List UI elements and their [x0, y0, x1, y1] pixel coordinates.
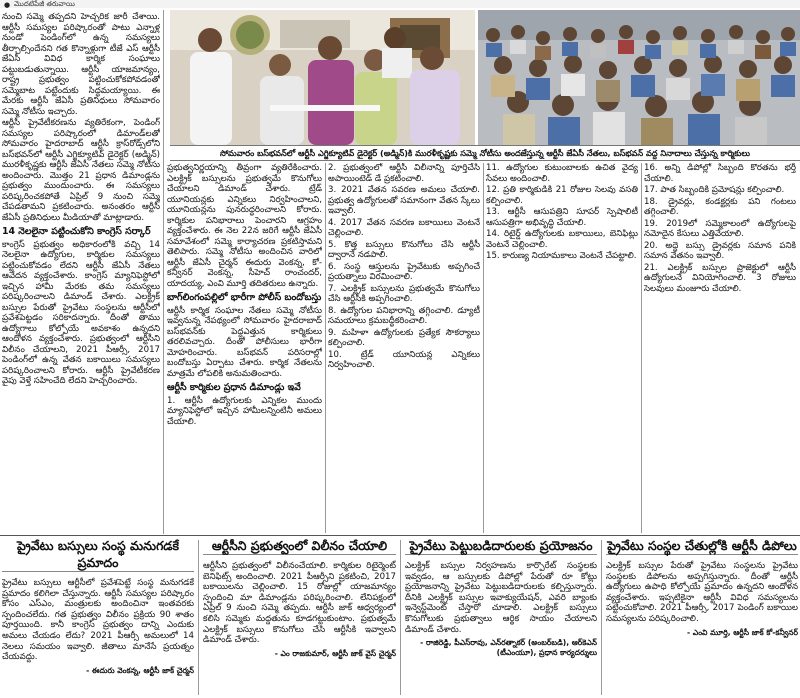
col1-paragraph: నుంచి సమ్మె తప్పదని హెచ్చరిక జారీ చేశాయి. ఆర్టీసీ సమస్యల పరిష్కారంతో పాటు ఎన్నాళ్ల నుండో పెండింగ్‌లో ఉన్న సమస్యలు తీర్చాల్సిందేనని గత కొన్నాళ్లుగా టీజే ఎస్ ఆర్టీసీ జేఏసీ వివిధ కార్మిక సంఘాలు పట్టుబడుతున్నాయి. ఆర్టీసీ యాజమాన్యం, రాష్ట్ర ప్రభుత్వం పట్టించుకోకపోవడంతో సమ్మెబాట పట్టేందుకు సిద్ధమయ్యాయి. ఈ మేరకు ఆర్టీసీ జేఏసీ ప్రతినిధులు సోమవారం సమ్మె నోటీసు ఇచ్చారు. — [2, 12, 160, 117]
article-column-2 — [167, 163, 322, 533]
column-divider — [163, 10, 164, 534]
photo-notice-handover-image — [170, 10, 475, 145]
opinion-box-depots — [606, 537, 798, 698]
opinion-box-body: ఎలక్ట్రిక్ బస్సుల నిర్వహణను కార్పొరేట్ సంస్థలకు ఇవ్వడం, ఆ బస్సులకు డిపోల్లో పేరుతో రూ కోట్లు ప్రయోజనాన్ని ప్రైవేటు పెట్టుబడిదారులకు కల్పిస్తున్నారు. దీనికి ఎలక్ట్రిక్ బస్సుల ఇవాక్యుయేషన్, ఎవరి బ్యాంకు ఇన్వెస్ట్‌మెంట్ చేస్తారో చూడాలి. ఎలక్ట్రిక్ బస్సులు కొనుగోలుకు ప్రభుత్వాలు ఆర్థిక సాయం చేయాలని డిమాండ్ చేశారు. — [405, 561, 597, 635]
opinion-box-signature: - ఎం రాజకుమార్, ఆర్టీసీ జాక్ వైస్ చైర్మన్ — [274, 648, 396, 658]
col2-paragraph: ఆర్టీసీ కార్మిక సంఘాల నేతలు సమ్మె నోటీసు ఇవ్వనున్న నేపథ్యంలో సోమవారం హైదరాబాద్ బస్‌భవన్‌కు పెద్దఎత్తున కార్మికులు తరలివచ్చారు. దీంతో పోలీసులు భారీగా మోహరించారు. బస్‌భవన్ పరిసరాల్లో బందోబస్తు ఏర్పాటు చేశారు. కార్మిక నేతలను మాత్రమే లోపలికి అనుమతించారు. — [167, 305, 322, 379]
demand-item: 2. ప్రభుత్వంలో ఆర్టీసీ విలీనాన్ని పూర్తిచేసి అపాయింటెడ్ డే ప్రకటించాలి. — [328, 163, 480, 184]
demand-item: 13. ఆర్టీసీ ఆసుపత్రిని సూపర్ స్పెషాలిటీ ఆసుపత్రిగా అభివృద్ధి చేయాలి. — [486, 207, 638, 228]
demand-item: 4. 2017 వేతన సవరణ బకాయిలు వెంటనే చెల్లించాలి. — [328, 217, 480, 238]
demand-item: 3. 2021 వేతన సవరణ అమలు చేయాలి. ప్రభుత్వ ఉద్యోగులతో సమానంగా వేతన స్కేలు ఇవ్వాలి. — [328, 185, 480, 216]
opinion-box-body: ఆర్టీసీని ప్రభుత్వంలో విలీనంచేయాలి. కార్మికుల రిటైర్మెంట్ బెనిఫిట్స్ అందించాలి. 2021 పీఆర్సీని ప్రకటించి, 2017 బకాయిలను చెల్లించాలి. 15 రోజుల్లో యాజమాన్యం స్పందించి మా డిమాండ్లను పరిష్కరించాలి. లేనిపక్షంలో ఏప్రిల్ 9 నుంచి సమ్మె తప్పదు. ఆర్టీసీ జాక్ ఆధ్వర్యంలో కలిసి సమ్మెకు మద్దతును కూడగట్టుకుంటాం. ప్రభుత్వమే ఎలక్ట్రిక్ బస్సులు కొనుగోలు చేసి ఆర్టీసీకి ఇవ్వాలని డిమాండ్ చేశారు. — [203, 561, 396, 646]
article-column-5 — [644, 163, 796, 533]
opinion-box-merger — [203, 537, 396, 698]
demand-item: 12. ప్రతి కార్మికుడికి 21 రోజుల సెలవు వసతి కల్పించాలి. — [486, 185, 638, 206]
opinion-box-body: ప్రైవేటు బస్సులు ఆర్టీసీలో ప్రవేశపెట్టే సంస్థ మనుగడకే ప్రమాదం కలిగిలా చేస్తున్నారు. ఆర్టీసీ సమస్యల పరిష్కారం కోసం ఎస్‌ఎం, మంత్రులకు అందించినా ఇంతవరకు స్పందించలేదు. గత ప్రభుత్వం విలీనం ప్రక్రియ 90 శాతం పూర్తయింది. కానీ కాంగ్రెస్ ప్రభుత్వం దాన్ని ఎందుకు అమలు చేయడం లేదు? 2021 పీఆర్సీ అమలులో 14 నెలలు సమయం ఇవ్వాలి. జీతాలు మానేసే ప్రయత్నం చేయవద్దు. — [2, 578, 194, 663]
top-strip — [0, 0, 800, 8]
opinion-box-body: ఎలక్ట్రిక్ బస్సుల పేరుతో ప్రైవేటు సంస్థలను ప్రైవేటు సంస్థలకు డిపోలను అప్పగిస్తున్నారు. దీంతో ఆర్టీసీ ఉద్యోగులు ఉపాధి కోల్పోయే ప్రమాదం ఉన్నదని ఆందోళన వ్యక్తంచేశారు. ఇప్పటికైనా ఆర్టీసీ వివిధ సమస్యలను పట్టించుకోవాలి. 2021 పీఆర్సీ, 2017 పెండింగ్ బకాయిల సమస్యలను పరిష్కరించాలి. — [606, 561, 798, 624]
opinion-box-private-buses — [2, 537, 194, 698]
article-column-1 — [2, 12, 160, 532]
demand-item: 15. కారుణ్య నియామకాలు వెంటనే చేపట్టాలి. — [486, 251, 637, 261]
bullet-icon: ● — [4, 1, 11, 9]
demand-item: 7. ఎలక్ట్రిక్ బస్సులను ప్రభుత్వమే కొనుగోలు చేసి ఆర్టీసీకి అప్పగించాలి. — [328, 283, 480, 304]
demand-item: 16. అన్ని డిపోల్లో సిబ్బంది కొరతను భర్తీ చేయాలి. — [644, 163, 796, 184]
article-column-3 — [328, 163, 480, 533]
opinion-box-title: ప్రైవేటు బస్సులు సంస్థ మనుగడకే ప్రమాదం — [2, 537, 194, 572]
opinion-box-investors — [405, 537, 597, 698]
column-divider — [400, 540, 401, 695]
column-divider — [601, 540, 602, 695]
col1-paragraph: ఆర్టీసీ ప్రైవేటీకరణను వ్యతిరేకంగా, పెండింగ్ సమస్యల పరిష్కారంలో డిమాండ్‌లతో సోమవారం హైదరాబాద్ ఆర్టీసీ క్రాస్‌రోడ్స్‌లోని బస్‌భవన్‌లో ఆర్టీసీ ఎగ్జిక్యూటివ్ డైరెక్టర్ (అడ్మిన్‌) మురళీకృష్ణకు ఆర్టీసీ జేఏసీ నేతలు సమ్మె నోటీసు అందించారు. మొత్తం 21 ప్రధాన డిమాండ్లను ప్రభుత్వం ముందుంచారు. ఈ సమస్యలు పరిష్కరించకపోతే ఏప్రిల్ 9 నుంచి సమ్మె చేపడతామని ప్రకటించారు. అనంతరం ఆర్టీసీ జేఏసీ ప్రతినిధులు మీడియాతో మాట్లాడారు. — [2, 118, 160, 223]
demand-item: 1. ఆర్టీసీ ఉద్యోగులకు ఎన్నికల ముందు మ్యానిఫెస్టోలో ఇచ్చిన హామీలన్నింటినీ అమలు చేయాలి. — [167, 395, 322, 427]
col2-subheading-demands: ఆర్టీసీ కార్మికుల ప్రధాన డిమాండ్లు ఇవే — [167, 382, 301, 393]
column-divider — [641, 163, 642, 533]
demand-item: 6. సంస్థ ఆస్తులను ప్రైవేటుకు అప్పగించే ప్రయత్నాలు విరమించాలి. — [328, 261, 480, 282]
section-divider — [0, 535, 800, 536]
demand-item: 17. పాత సిబ్బందికి ప్రమోషన్లు కల్పించాలి. — [644, 185, 785, 195]
column-divider — [325, 163, 326, 533]
demand-item: 20. అద్దె బస్సు డ్రైవర్లకు సమాన పనికి సమాన వేతనం ఇవ్వాలి. — [644, 240, 796, 261]
photo-workers-protest — [478, 10, 800, 145]
demand-item: 10. ట్రేడ్ యూనియన్ల ఎన్నికలు నిర్వహించాలి. — [328, 349, 480, 370]
continued-label: మొదటిపేజీ తరువాయి — [14, 0, 75, 8]
col2-paragraph: ప్రభుత్వనిర్ణయాన్ని తీవ్రంగా వ్యతిరేకించారు. ఎలక్ట్రిక్ బస్సులను ప్రభుత్వమే కొనుగోలు చేయాలని డిమాండ్ చేశారు. ట్రేడ్ యూనియన్లకు ఎన్నికలు నిర్వహించాలని, యూనియన్లను పునరుద్ధరించాలని కోరారు. కార్మికుల పనిభారాలు పెంచారని ఆగ్రహం వ్యక్తంచేశారు. ఈ నెల 22న జరిగే ఆర్టీసీ జేఏసీ సమావేశంలో సమ్మె కార్యాచరణ ప్రకటిస్తామని తెలిపారు. సమ్మె నోటీసు అందించిన వారిలో ఆర్టీసీ జేఏసీ చైర్మన్ ఈదురు వెంకన్న, కో-కన్వీనర్ వెంకన్న, సీహెచ్ రాంచందర్, యాదయ్య, ఎంవి మూర్తి తదితరులు ఉన్నారు. — [167, 163, 322, 289]
demand-item: 9. మహిళా ఉద్యోగులకు ప్రత్యేక సౌకర్యాలు కల్పించాలి. — [328, 327, 480, 348]
article-column-4 — [486, 163, 638, 533]
demand-item: 18. డ్రైవర్లు, కండక్టర్లకు పని గంటలు తగ్గించాలి. — [644, 196, 796, 217]
column-divider — [198, 540, 199, 695]
opinion-box-signature: - రాజిరెడ్డి, పీఎస్‌రావు, ఎన్‌రత్నాకర్ (అంబర్‌బడి), ఆర్‌కెఎన్ (టీఎంయూ), ప్రధాన కార్యదర్శులు — [420, 638, 597, 658]
demand-item: 14. రిటైర్డ్ ఉద్యోగులకు బకాయిలు, బెనిఫిట్లు వెంటనే చెల్లించాలి. — [486, 229, 638, 250]
demand-item: 21. ఎలక్ట్రిక్ బస్సుల ప్రాజెక్టులో ఆర్టీసీ ఉద్యోగులనే వినియోగించాలి. 3 రోజులు సెలవులు మంజూరు చేయాలి. — [644, 262, 796, 294]
opinion-box-signature: - ఈదురు వెంకన్న, ఆర్టీసీ జాక్ చైర్మన్ — [86, 665, 194, 675]
opinion-box-title: ఆర్టీసీని ప్రభుత్వంలో విలీనం చేయాలి — [203, 537, 396, 555]
photo-notice-handover — [170, 10, 475, 145]
opinion-box-signature: - ఎంవి మూర్తి, ఆర్టీసీ జాక్ కో-కన్వీనర్ — [687, 627, 798, 637]
photo-workers-protest-image — [478, 10, 800, 145]
demand-item: 19. 2019లో సమ్మెకాలంలో ఉద్యోగులపై నమోదైన కేసులు ఎత్తివేయాలి. — [644, 218, 796, 239]
demand-item: 11. ఉద్యోగుల కుటుంబాలకు ఉచిత వైద్య సేవలు అందించాలి. — [486, 163, 638, 184]
opinion-box-title: ప్రైవేటు సంస్థల చేతుల్లోకి ఆర్టీసీ డిపోలు — [607, 538, 797, 553]
col1-subheading: 14 నెలలైనా పట్టించుకోని కాంగ్రెస్ సర్కార్ — [2, 226, 151, 237]
opinion-box-title: ప్రైవేటు పెట్టుబడిదారులకు ప్రయోజనం — [405, 537, 597, 555]
col1-paragraph: కాంగ్రెస్ ప్రభుత్వం అధికారంలోకి వచ్చి 14 నెలలైనా ఉద్యోగుల, కార్మికుల సమస్యలు పట్టించుకోవడం లేదని ఆర్టీసీ జేఏసీ నేతలు ఆవేదన వ్యక్తంచేశారు. కాంగ్రెస్ మ్యానిఫెస్టోలో ఇచ్చిన హామీ మేరకు తమ సమస్యలు పరిష్కరించాలని డిమాండ్ చేశారు. ఎలక్ట్రిక్ బస్సుల పేరుతో ప్రైవేటు సంస్థలను ఆర్టీసీలో ప్రవేశపెట్టడం సరికాదన్నారు. దీంతో తాము ఉద్యోగాలు కోల్పోయే అవకాశం ఉన్నదని ఆందోళన వ్యక్తంచేశారు. ప్రభుత్వంలో ఆర్టీసీని విలీనం చేయాలని, 2021 పీఆర్సీ, 2017 పెండింగ్‌లో ఉన్న వేతన బకాయిలు సమస్యలు పరిష్కరించాలని కోరారు. ఆర్టీసీ ప్రైవేటీకరణ వైపు వెళ్తే సహించేది లేదని హెచ్చరించారు. — [2, 239, 160, 386]
column-divider — [483, 163, 484, 533]
col2-subheading-police: బాగ్‌లింగంపల్లిలో భారీగా పోలీస్ బందోబస్తు — [167, 292, 322, 303]
photo-caption: సోమవారం బస్‌భవన్‌లో ఆర్టీసీ ఎగ్జిక్యూటివ్ డైరెక్టర్ (అడ్మిన్‌)కి మురళీకృష్ణకు సమ్మె నోటీసు అందజేస్తున్న ఆర్టీసీ జేఏసీ నేతలు, బస్‌భవన్ వద్ద నినాదాలు చేస్తున్న కార్మికులు — [170, 145, 800, 161]
demand-item: 5. కొత్త బస్సులు కొనుగోలు చేసి ఆర్టీసీ ద్వారానే నడపాలి. — [328, 239, 480, 260]
demand-item: 8. ఉద్యోగుల పనిభారాన్ని తగ్గించాలి. డ్యూటీ సమయాలు క్రమబద్ధీకరించాలి. — [328, 305, 480, 326]
